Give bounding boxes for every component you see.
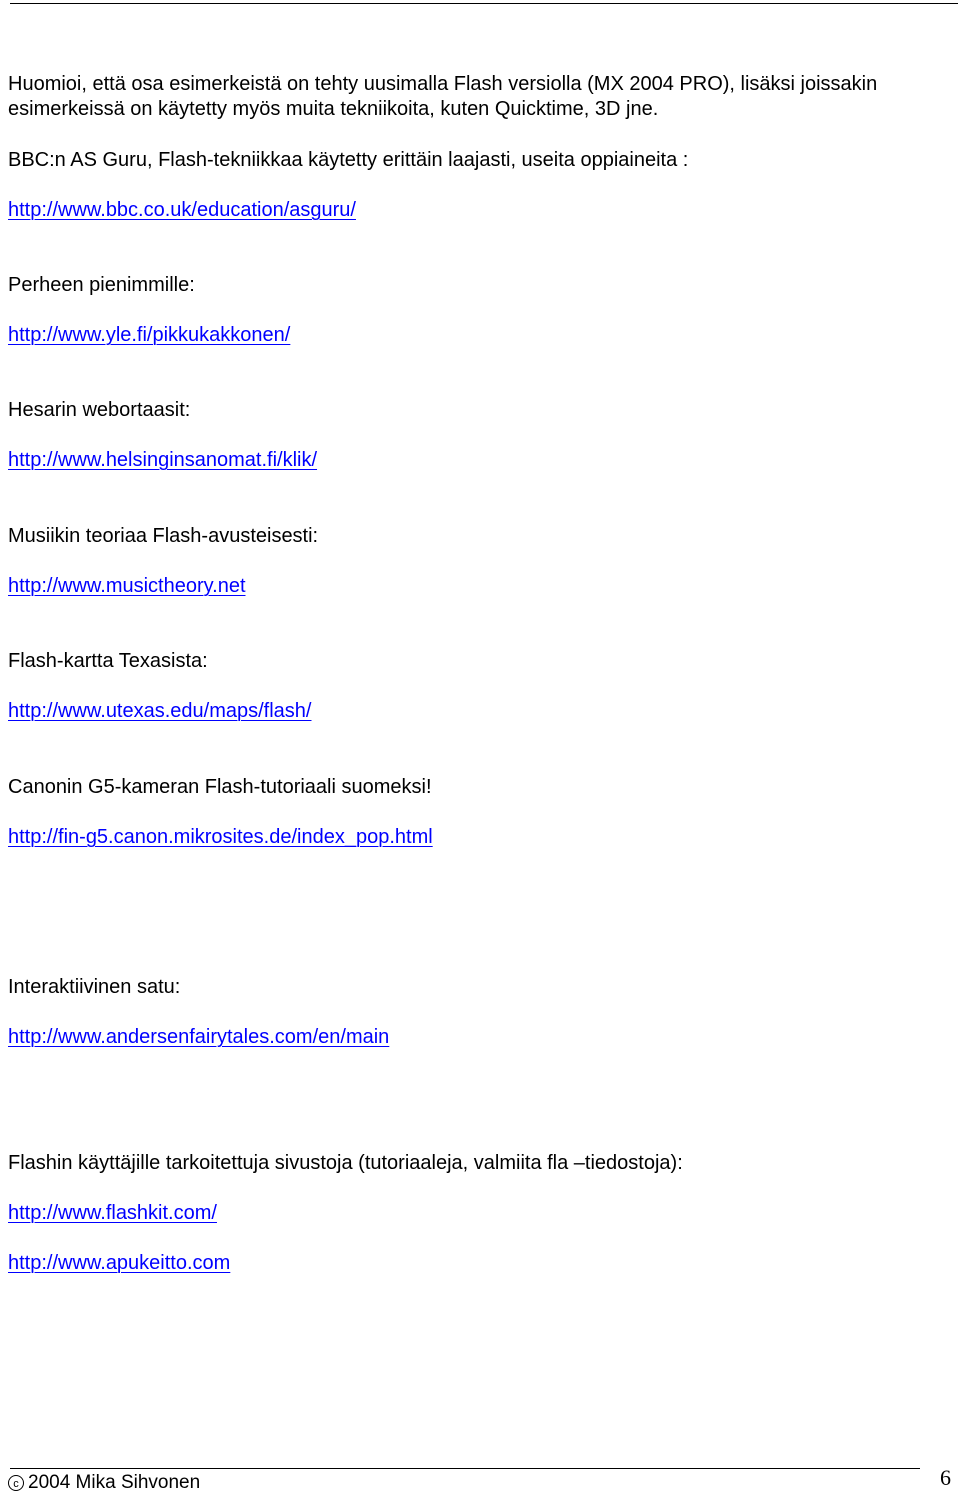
link-canon-g5[interactable]: http://fin-g5.canon.mikrosites.de/index_pop.html: [8, 826, 433, 848]
link-musictheory[interactable]: http://www.musictheory.net: [8, 575, 246, 597]
footer-rule: [10, 1468, 920, 1469]
link-helsinginsanomat[interactable]: http://www.helsinginsanomat.fi/klik/: [8, 449, 318, 471]
section-label-canon: Canonin G5-kameran Flash-tutoriaali suomeksi!: [8, 776, 432, 798]
copyright-icon: c: [8, 1475, 24, 1491]
footer-author: 2004 Mika Sihvonen: [28, 1472, 201, 1493]
header-rule: [10, 3, 958, 4]
intro-line-2: esimerkeissä on käytetty myös muita tekniikoita, kuten Quicktime, 3D jne.: [8, 98, 659, 120]
section-label-musictheory: Musiikin teoriaa Flash-avusteisesti:: [8, 525, 319, 547]
section-label-andersen: Interaktiivinen satu:: [8, 976, 181, 998]
link-andersen-fairytales[interactable]: http://www.andersenfairytales.com/en/main: [8, 1026, 390, 1048]
link-bbc-asguru[interactable]: http://www.bbc.co.uk/education/asguru/: [8, 199, 356, 221]
section-label-flash-resources: Flashin käyttäjille tarkoitettuja sivustoja (tutoriaaleja, valmiita fla –tiedostoja):: [8, 1152, 683, 1174]
link-flashkit[interactable]: http://www.flashkit.com/: [8, 1202, 217, 1224]
page-number: 6: [940, 1465, 951, 1490]
section-label-bbc: BBC:n AS Guru, Flash-tekniikkaa käytetty erittäin laajasti, useita oppiaineita :: [8, 149, 689, 171]
section-label-texas: Flash-kartta Texasista:: [8, 650, 208, 672]
section-label-hesari: Hesarin webortaasit:: [8, 399, 191, 421]
link-yle-pikkukakkonen[interactable]: http://www.yle.fi/pikkukakkonen/: [8, 324, 291, 346]
link-apukeitto[interactable]: http://www.apukeitto.com: [8, 1252, 231, 1274]
section-label-yle: Perheen pienimmille:: [8, 274, 195, 296]
intro-line-1: Huomioi, että osa esimerkeistä on tehty uusimalla Flash versiolla (MX 2004 PRO), lisäksi joissakin: [8, 73, 878, 95]
footer-copyright: [8, 1472, 200, 1494]
link-utexas-maps[interactable]: http://www.utexas.edu/maps/flash/: [8, 700, 312, 722]
